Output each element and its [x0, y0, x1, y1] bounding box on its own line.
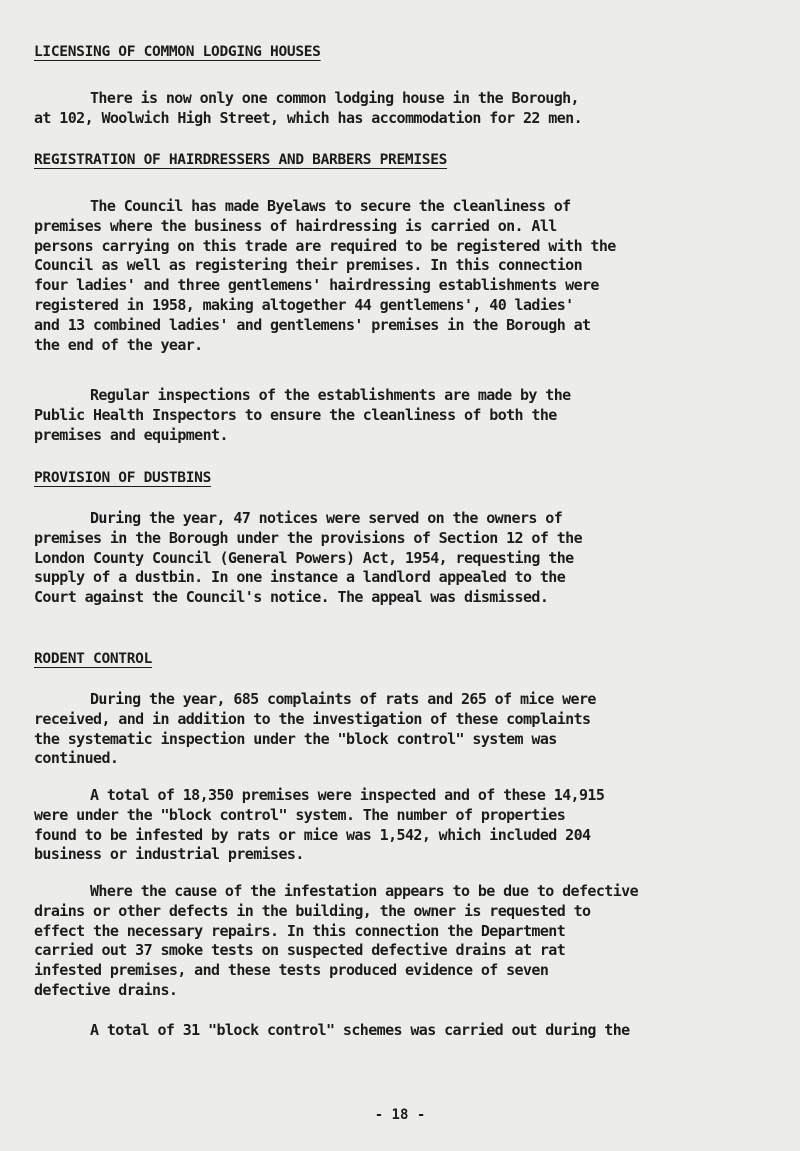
text-line: premises where the business of hairdressing is carried on. All	[34, 216, 557, 235]
paragraph-premises-inspected	[34, 786, 778, 865]
page-number: - 18 -	[374, 1107, 426, 1123]
text-line: Where the cause of the infestation appears to be due to defective	[90, 882, 639, 900]
text-line: There is now only one common lodging house in the Borough,	[90, 89, 579, 107]
text-line: the end of the year.	[34, 335, 203, 354]
text-line: persons carrying on this trade are required to be registered with the	[34, 236, 616, 255]
paragraph-defective-drains	[34, 882, 778, 1001]
text-line: During the year, 47 notices were served on the owners of	[90, 509, 563, 527]
text-line: A total of 31 "block control" schemes was carried out during the	[90, 1021, 630, 1039]
text-line: Public Health Inspectors to ensure the cleanliness of both the	[34, 405, 557, 424]
text-line: received, and in addition to the investigation of these complaints	[34, 709, 591, 728]
text-line: registered in 1958, making altogether 44 gentlemens', 40 ladies'	[34, 295, 574, 314]
text-line: Council as well as registering their premises. In this connection	[34, 256, 583, 275]
text-line: drains or other defects in the building, the owner is requested to	[34, 901, 591, 920]
paragraph-dustbin-notices	[34, 509, 778, 608]
text-line: at 102, Woolwich High Street, which has accommodation for 22 men.	[34, 108, 583, 127]
text-line: premises in the Borough under the provisions of Section 12 of the	[34, 528, 583, 547]
heading-rodent-control: RODENT CONTROL	[34, 651, 153, 667]
text-line: continued.	[34, 749, 119, 768]
text-line: Court against the Council's notice. The appeal was dismissed.	[34, 588, 549, 607]
text-line: infested premises, and these tests produced evidence of seven	[34, 961, 549, 980]
text-line: During the year, 685 complaints of rats and 265 of mice were	[90, 690, 596, 708]
text-line: effect the necessary repairs. In this connection the Department	[34, 921, 566, 940]
paragraph-byelaws	[34, 197, 778, 355]
paragraph-complaints	[34, 690, 778, 769]
text-line: Regular inspections of the establishments are made by the	[90, 386, 571, 404]
text-line: A total of 18,350 premises were inspected and of these 14,915	[90, 786, 605, 804]
paragraph-block-control-schemes	[34, 1021, 778, 1041]
heading-dustbins: PROVISION OF DUSTBINS	[34, 470, 212, 486]
text-line: supply of a dustbin. In one instance a landlord appealed to the	[34, 568, 566, 587]
text-line: and 13 combined ladies' and gentlemens' premises in the Borough at	[34, 315, 591, 334]
text-line: The Council has made Byelaws to secure the cleanliness of	[90, 197, 571, 215]
text-line: found to be infested by rats or mice was 1,542, which included 204	[34, 825, 591, 844]
text-line: London County Council (General Powers) Act, 1954, requesting the	[34, 548, 574, 567]
text-line: were under the "block control" system. The number of properties	[34, 805, 566, 824]
text-line: premises and equipment.	[34, 425, 228, 444]
text-line: defective drains.	[34, 980, 178, 999]
text-line: carried out 37 smoke tests on suspected defective drains at rat	[34, 941, 566, 960]
paragraph-inspections	[34, 386, 778, 445]
text-line: business or industrial premises.	[34, 845, 304, 864]
text-line: the systematic inspection under the "block control" system was	[34, 729, 557, 748]
heading-licensing: LICENSING OF COMMON LODGING HOUSES	[34, 44, 321, 60]
heading-hairdressers: REGISTRATION OF HAIRDRESSERS AND BARBERS PREMISES	[34, 152, 448, 168]
text-line: four ladies' and three gentlemens' hairdressing establishments were	[34, 276, 599, 295]
paragraph-lodging-house	[34, 89, 778, 129]
